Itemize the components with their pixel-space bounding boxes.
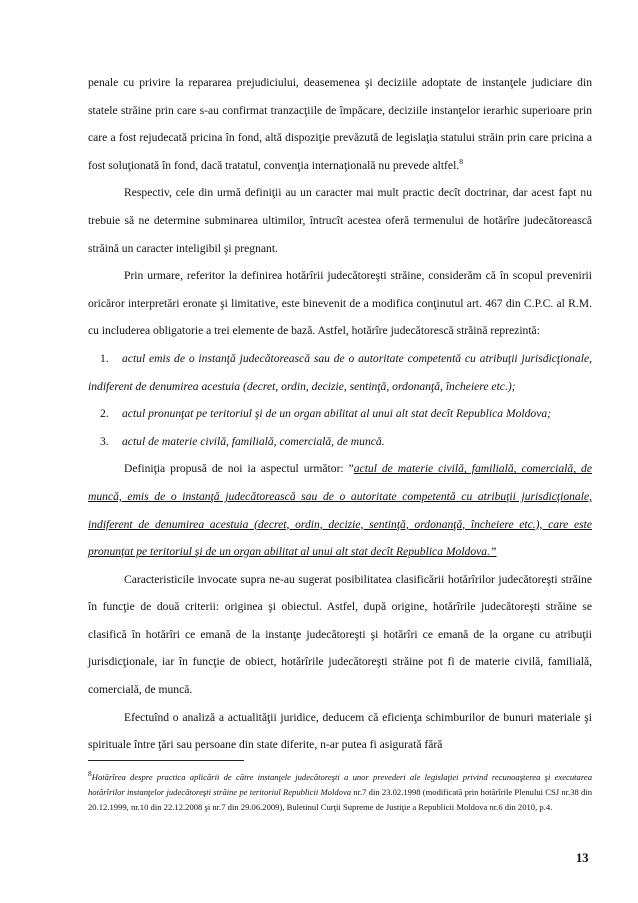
definition-lead: Definiţia propusă de noi ia aspectul următor: ”: [124, 462, 354, 476]
paragraph-3: Prin urmare, referitor la definirea hotărîrii judecătoreşti străine, considerăm că în scopul prevenirii oricăror interpretări eronate şi limitative, este binevenit de a modifica conţinutul art. 467 din C.P.C. al R.M. cu includerea obligatorie a trei elemente de bază. Astfel, hotărîre judecătorescă străină reprezintă:: [88, 269, 592, 338]
list-item-3: [88, 428, 592, 456]
list-number: 1.: [100, 351, 109, 365]
footnote-citation: nr.7 din 23.02.1998 (modificată prin hotărîrile Plenului CSJ nr.38 din 20.12.1999, nr.10 din 22.12.2008 şi nr.7 din 29.06.2009), Buletinul Curţii Supreme de Justiţie a Republicii Moldova nr.6 din 2010, p.4.: [88, 786, 592, 812]
list-number: 2.: [100, 407, 109, 421]
paragraph-6: Efectuînd o analiză a actualităţii juridice, deducem că eficienţa schimburilor de bunuri materiale şi spirituale între ţări sau persoane din state diferite, n-ar putea fi asigurată fără: [88, 710, 592, 752]
list-item-text: actul emis de o instanţă judecătorească sau de o autoritate competentă cu atribuţii jurisdicţionale, indiferent de denumirea acestuia (decret, ordin, decizie, sentinţă, ordonanţă, încheiere etc.);: [88, 351, 592, 393]
definition-text: actul de materie civilă, familială, comercială, de muncă, emis de o instanţă judecătorească sau de o autoritate competentă cu atribuţii jurisdicţionale, indiferent de denumirea acestuia (decret, ordin, decizie, sentinţă, ordonanţă, încheiere etc.), care este pronunţat pe teritoriul şi de un organ abilitat al unui alt stat decît Republica Moldova.: [88, 462, 592, 559]
footnote-reference[interactable]: 8: [459, 156, 463, 166]
paragraph-1-text: penale cu privire la repararea prejudiciului, deasemenea şi deciziile adoptate de instanţele judiciare din statele străine prin care s-au confirmat tranzacţiile de împăcare, deciziile instanţelor ierarhic superioare prin care a fost rejudecată pricina în fond, altă dispoziţie prevăzută de legislaţia statului străin prin care pricina a fost soluţionată în fond, dacă tratatul, convenţia internaţională nu prevede altfel.: [88, 76, 592, 172]
definition-close-quote: ”: [490, 545, 497, 559]
paragraph-5: Caracteristicile invocate supra ne-au sugerat posibilitatea clasificării hotărîrilor judecătoreşti străine în funcţie de două criterii: originea şi obiectul. Astfel, după origine, hotărîrile judecătoreşti străine se clasifică în hotărîri ce emană de la instanţe judecătoreşti şi hotărîri ce emană de la organe cu atribuţii jurisdicţionale, iar în funcţie de obiect, hotărîrile judecătoreşti străine pot fi de materie civilă, familială, comercială, de muncă.: [88, 572, 592, 697]
list-item-text: actul de materie civilă, familială, comercială, de muncă.: [122, 434, 385, 448]
footnote-title: Hotărîrea despre practica aplicării de către instanţele judecătoreşti a unor prevederi ale legislaţiei privind recunoaşterea şi executarea hotărîrilor instanţelor judecătoreşti străine pe teritoriul Republicii Moldova: [88, 772, 592, 797]
list-number: 3.: [100, 434, 109, 448]
list-item-1: [88, 345, 592, 400]
footnote-marker: 8: [88, 769, 92, 779]
paragraph-2: Respectiv, cele din urmă definiţii au un caracter mai mult practic decît doctrinar, dar acest fapt nu trebuie să ne determine subminarea ultimilor, întrucît acestea oferă termenului de hotărîre judecătorească străină un caracter inteligibil şi pregnant.: [88, 186, 592, 255]
list-item-text: actul pronunţat pe teritoriul şi de un organ abilitat al unui alt stat decît Republica Moldova;: [122, 407, 552, 421]
footnote-separator: [88, 760, 244, 761]
list-item-2: [88, 400, 592, 428]
footnote: [88, 770, 592, 814]
paragraph-1: [88, 69, 592, 179]
page-number: 13: [576, 851, 589, 865]
paragraph-definition: [88, 455, 592, 565]
body-text: [88, 69, 592, 759]
